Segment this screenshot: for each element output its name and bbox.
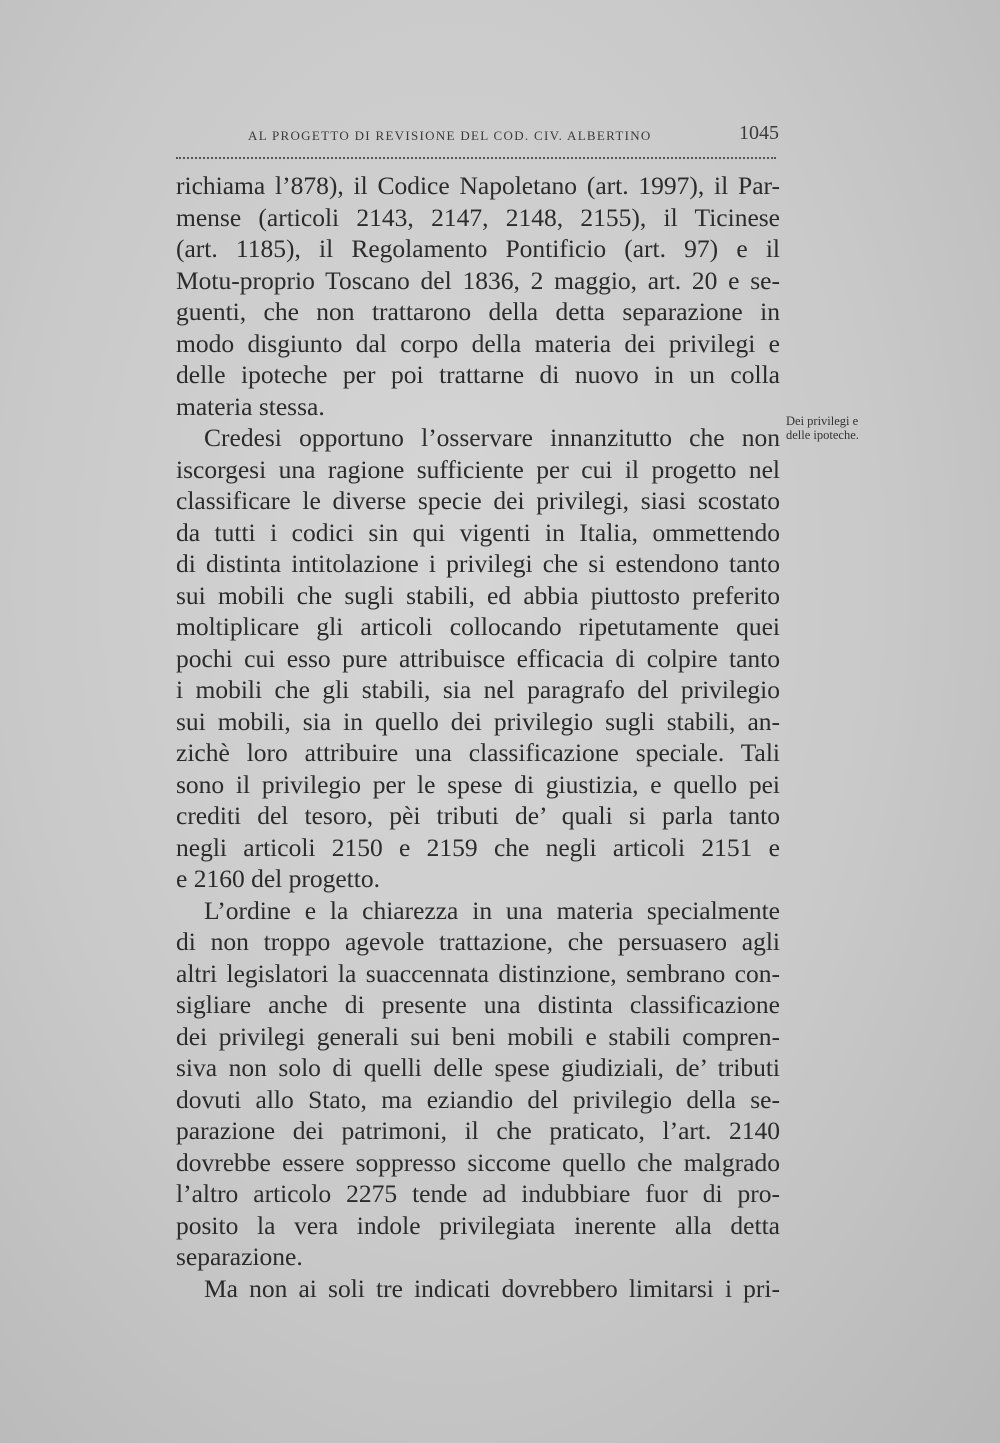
text-line: iscorgesi una ragione sufficiente per cui il progetto nel [176,454,780,484]
text-line: Ma non ai soli tre indicati dovrebbero limitarsi i pri- [204,1273,780,1303]
text-line: sono il privilegio per le spese di giustizia, e quello pei [176,769,780,799]
text-line: l’altro articolo 2275 tende ad indubbiare fuor di pro- [176,1179,780,1208]
text-line: separazione. [176,1242,303,1271]
text-line: pochi cui esso pure attribuisce efficacia di colpire tanto [176,643,780,673]
text-line: Credesi opportuno l’osservare innanzitutto che non [204,423,780,452]
text-line: L’ordine e la chiarezza in una materia specialmente [204,895,780,925]
margin-note [786,414,906,442]
text-line: delle ipoteche per poi trattarne di nuovo in un colla [176,360,780,389]
body-text [176,170,780,1304]
text-line: sigliare anche di presente una distinta classificazione [176,990,780,1019]
text-line: dovuti allo Stato, ma eziandio del privilegio della se- [176,1084,780,1114]
text-line: sui mobili, sia in quello dei privilegio sugli stabili, an- [176,706,780,736]
margin-note-line: Dei privilegi e [786,414,859,428]
text-line: materia stessa. [176,391,325,421]
text-line: dei privilegi generali sui beni mobili e stabili compren- [176,1021,780,1051]
text-line: parazione dei patrimoni, il che praticato, l’art. 2140 [176,1116,780,1145]
text-line: crediti del tesoro, pèi tributi de’ quali si parla tanto [176,801,780,830]
text-line: mense (articoli 2143, 2147, 2148, 2155), il Ticinese [176,202,780,232]
text-line: zichè loro attribuire una classificazione speciale. Tali [176,738,780,767]
margin-note-line: delle ipoteche. [786,428,859,442]
text-line: siva non solo di quelli delle spese giudiziali, de’ tributi [176,1053,780,1082]
text-line: i mobili che gli stabili, sia nel paragrafo del privilegio [176,675,780,704]
header-rule [176,157,776,159]
text-line: sui mobili che sugli stabili, ed abbia piuttosto preferito [176,580,780,610]
text-line: da tutti i codici sin qui vigenti in Italia, ommettendo [176,517,780,547]
text-line: di non troppo agevole trattazione, che persuasero agli [176,927,780,956]
text-line: dovrebbe essere soppresso siccome quello che malgrado [176,1147,780,1177]
running-header [248,122,779,144]
text-line: richiama l’878), il Codice Napoletano (art. 1997), il Par- [176,171,780,200]
running-title: AL PROGETTO DI REVISIONE DEL COD. CIV. ALBERTINO [248,128,652,143]
text-line: negli articoli 2150 e 2159 che negli articoli 2151 e [176,832,780,862]
text-line: modo disgiunto dal corpo della materia dei privilegi e [176,328,780,358]
text-line: classificare le diverse specie dei privilegi, siasi scostato [176,486,780,515]
text-line: di distinta intitolazione i privilegi che si estendono tanto [176,549,780,578]
text-line: e 2160 del progetto. [176,864,380,893]
page-number: 1045 [739,122,779,144]
text-line: altri legislatori la suaccennata distinzione, sembrano con- [176,958,780,988]
text-line: moltiplicare gli articoli collocando ripetutamente quei [176,612,780,641]
text-line: (art. 1185), il Regolamento Pontificio (art. 97) e il [176,234,780,263]
text-line: guenti, che non trattarono della detta separazione in [176,297,780,326]
text-line: Motu-proprio Toscano del 1836, 2 maggio, art. 20 e se- [176,265,780,295]
text-line: posito la vera indole privilegiata inerente alla detta [176,1210,780,1240]
